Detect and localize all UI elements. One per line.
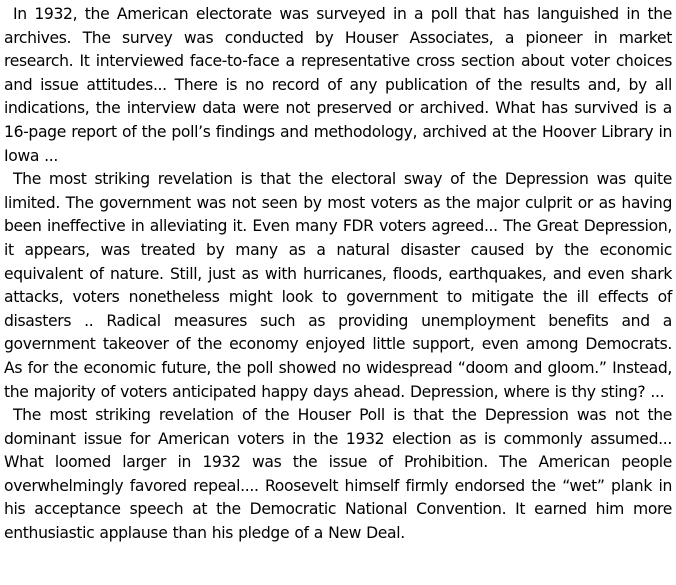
paragraph-houser-poll-intro: In 1932, the American electorate was surveyed in a poll that has languished in the archives. The survey was conducted by Houser Associates, a pioneer in market research. It interviewed face-to-face a representative cross section about voter choices and issue attitudes... There is no record of any publication of the results and, by all indications, the interview data were not preserved or archived. What has survived is a 16-page report of the poll’s findings and methodology, archived at the Hoover Library in Iowa ... (4, 5, 672, 165)
paragraph-depression-sway: The most striking revelation is that the electoral sway of the Depression was quite limited. The government was not seen by most voters as the major culprit or as having been ineffective in alleviating it. Even many FDR voters agreed... The Great Depression, it appears, was treated by many as a natural disaster caused by the economic equivalent of nature. Still, just as with hurricanes, floods, earthquakes, and even shark attacks, voters nonetheless might look to government to mitigate the ill effects of disasters .. Radical measures such as providing unemployment benefits and a government takeover of the economy enjoyed little support, even among Democrats. As for the economic future, the poll showed no widespread “doom and gloom.” Instead, the majority of voters anticipated happy days ahead. Depression, where is thy sting? ... (4, 170, 672, 401)
paragraph-prohibition-issue: The most striking revelation of the Houser Poll is that the Depression was not the dominant issue for American voters in the 1932 election as is commonly assumed... What loomed larger in 1932 was the issue of Prohibition. The American people overwhelmingly favored repeal.... Roosevelt himself firmly endorsed the “wet” plank in his acceptance speech at the Democratic National Convention. It earned him more enthusiastic applause than his pledge of a New Deal. (4, 406, 672, 543)
